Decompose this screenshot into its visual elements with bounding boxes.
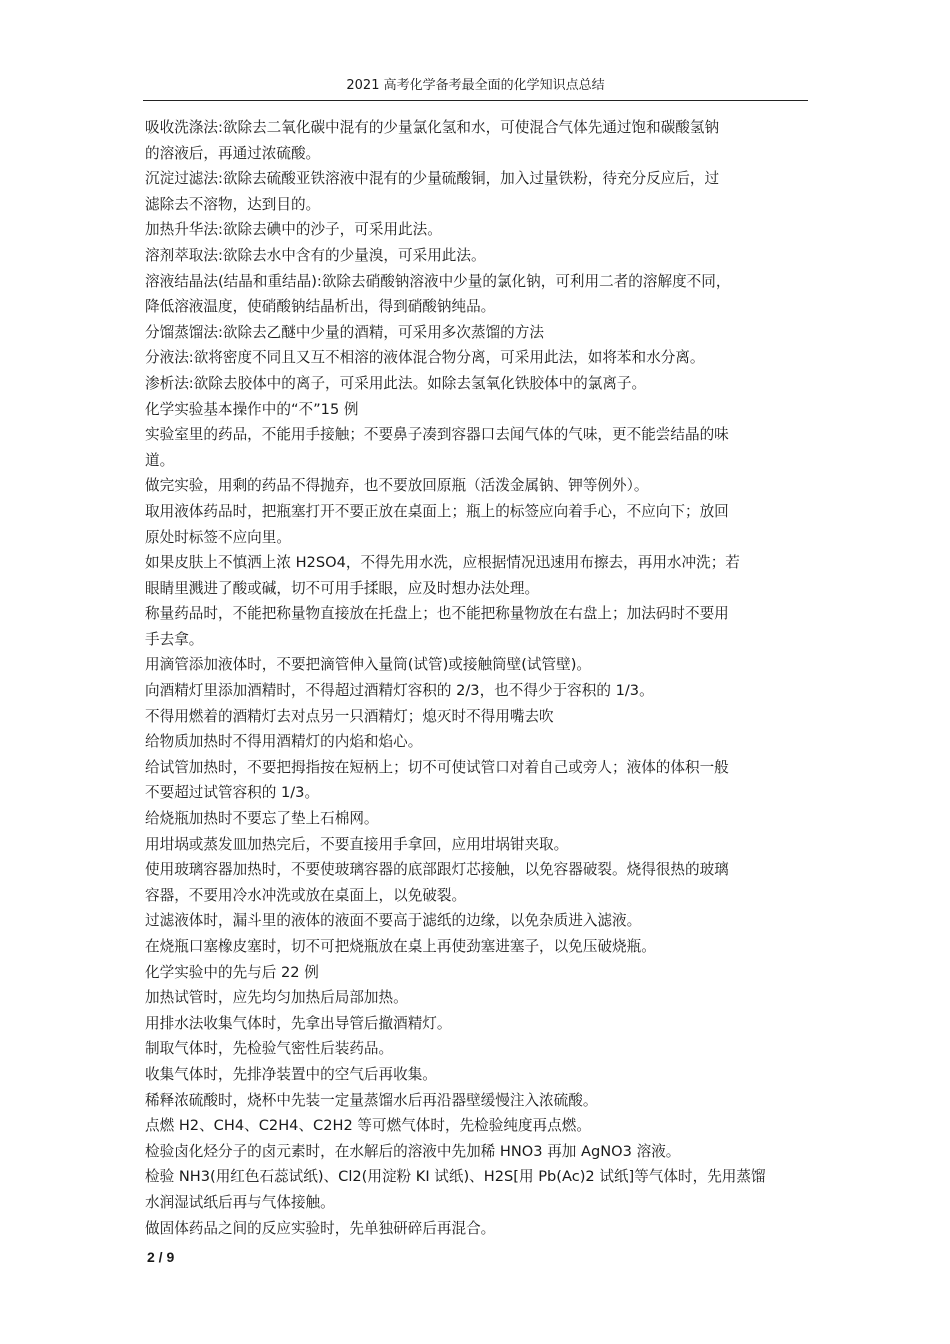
text-line: 水润湿试纸后再与气体接触。 [145,1193,335,1211]
text-line: 如果皮肤上不慎洒上浓 H2SO4，不得先用水洗，应根据情况迅速用布擦去，再用水冲洗；若 [145,554,740,572]
document-body [145,115,809,1241]
text-line: 沉淀过滤法:欲除去硫酸亚铁溶液中混有的少量硫酸铜，加入过量铁粉，待充分反应后，过 [145,170,720,188]
text-line: 的溶液后，再通过浓硫酸。 [145,144,321,162]
text-line: 降低溶液温度，使硝酸钠结晶析出，得到硝酸钠纯品。 [145,298,496,316]
text-line: 做固体药品之间的反应实验时，先单独研碎后再混合。 [145,1219,496,1237]
text-line: 吸收洗涤法:欲除去二氧化碳中混有的少量氯化氢和水，可使混合气体先通过饱和碳酸氢钠 [145,119,720,136]
text-line: 给试管加热时，不要把拇指按在短柄上；切不可使试管口对着自己或旁人；液体的体积一般 [145,758,729,776]
text-line: 分馏蒸馏法:欲除去乙醚中少量的酒精，可采用多次蒸馏的方法 [145,323,544,341]
text-line: 用坩埚或蒸发皿加热完后，不要直接用手拿回，应用坩埚钳夹取。 [145,835,569,853]
text-line: 眼睛里溅进了酸或碱，切不可用手揉眼，应及时想办法处理。 [145,579,540,597]
text-line: 使用玻璃容器加热时，不要使玻璃容器的底部跟灯芯接触，以免容器破裂。烧得很热的玻璃 [145,861,729,879]
text-line: 加热试管时，应先均匀加热后局部加热。 [145,989,408,1007]
text-line: 实验室里的药品，不能用手接触；不要鼻子凑到容器口去闻气体的气味，更不能尝结晶的味 [145,426,729,444]
text-line: 化学实验基本操作中的“不”15 例 [145,400,359,418]
text-line: 溶液结晶法(结晶和重结晶):欲除去硝酸钠溶液中少量的氯化钠，可利用二者的溶解度不同， [145,272,731,290]
text-line: 不要超过试管容积的 1/3。 [145,784,320,802]
text-line: 手去拿。 [145,630,204,648]
text-line: 检验 NH3(用红色石蕊试纸)、Cl2(用淀粉 KI 试纸)、H2S[用 Pb(Ac)2 试纸]等气体时，先用蒸馏 [145,1168,766,1186]
text-line: 道。 [145,451,175,469]
text-line: 过滤液体时，漏斗里的液体的液面不要高于滤纸的边缘，以免杂质进入滤液。 [145,912,642,930]
text-line: 检验卤化烃分子的卤元素时，在水解后的溶液中先加稀 HNO3 再加 AgNO3 溶液。 [145,1142,681,1160]
text-line: 给烧瓶加热时不要忘了垫上石棉网。 [145,810,379,828]
text-line: 用滴管添加液体时，不要把滴管伸入量筒(试管)或接触筒壁(试管壁)。 [145,656,591,674]
text-line: 取用液体药品时，把瓶塞打开不要正放在桌面上；瓶上的标签应向着手心，不应向下；放回 [145,502,729,520]
text-line: 用排水法收集气体时，先拿出导管后撤酒精灯。 [145,1014,452,1032]
text-line: 收集气体时，先排净装置中的空气后再收集。 [145,1065,437,1083]
text-line: 给物质加热时不得用酒精灯的内焰和焰心。 [145,733,423,751]
text-line: 制取气体时，先检验气密性后装药品。 [145,1040,394,1058]
text-line: 在烧瓶口塞橡皮塞时，切不可把烧瓶放在桌上再使劲塞进塞子，以免压破烧瓶。 [145,938,656,955]
text-line: 不得用燃着的酒精灯去对点另一只酒精灯；熄灭时不得用嘴去吹 [145,707,554,725]
text-line: 分液法:欲将密度不同且又互不相溶的液体混合物分离，可采用此法，如将苯和水分离。 [145,349,705,367]
text-line: 稀释浓硫酸时，烧杯中先装一定量蒸馏水后再沿器壁缓慢注入浓硫酸。 [145,1091,598,1109]
text-line: 滤除去不溶物，达到目的。 [145,195,321,213]
header-title: 2021 高考化学备考最全面的化学知识点总结 [346,78,605,93]
text-line: 加热升华法:欲除去碘中的沙子，可采用此法。 [145,221,442,239]
text-line: 点燃 H2、CH4、C2H4、C2H2 等可燃气体时，先检验纯度再点燃。 [145,1117,591,1135]
text-line: 容器，不要用冷水冲洗或放在桌面上，以免破裂。 [145,886,467,904]
text-line: 溶剂萃取法:欲除去水中含有的少量溴，可采用此法。 [145,246,486,264]
text-line: 化学实验中的先与后 22 例 [145,963,319,981]
text-line: 渗析法:欲除去胶体中的离子，可采用此法。如除去氢氧化铁胶体中的氯离子。 [145,374,647,392]
page-number: 2 / 9 [147,1249,175,1265]
text-line: 称量药品时，不能把称量物直接放在托盘上；也不能把称量物放在右盘上；加法码时不要用 [145,605,729,623]
text-line: 原处时标签不应向里。 [145,528,291,546]
text-line: 做完实验，用剩的药品不得抛弃，也不要放回原瓶（活泼金属钠、钾等例外）。 [145,477,649,495]
page-header [143,78,808,101]
text-line: 向酒精灯里添加酒精时，不得超过酒精灯容积的 2/3，也不得少于容积的 1/3。 [145,682,654,700]
